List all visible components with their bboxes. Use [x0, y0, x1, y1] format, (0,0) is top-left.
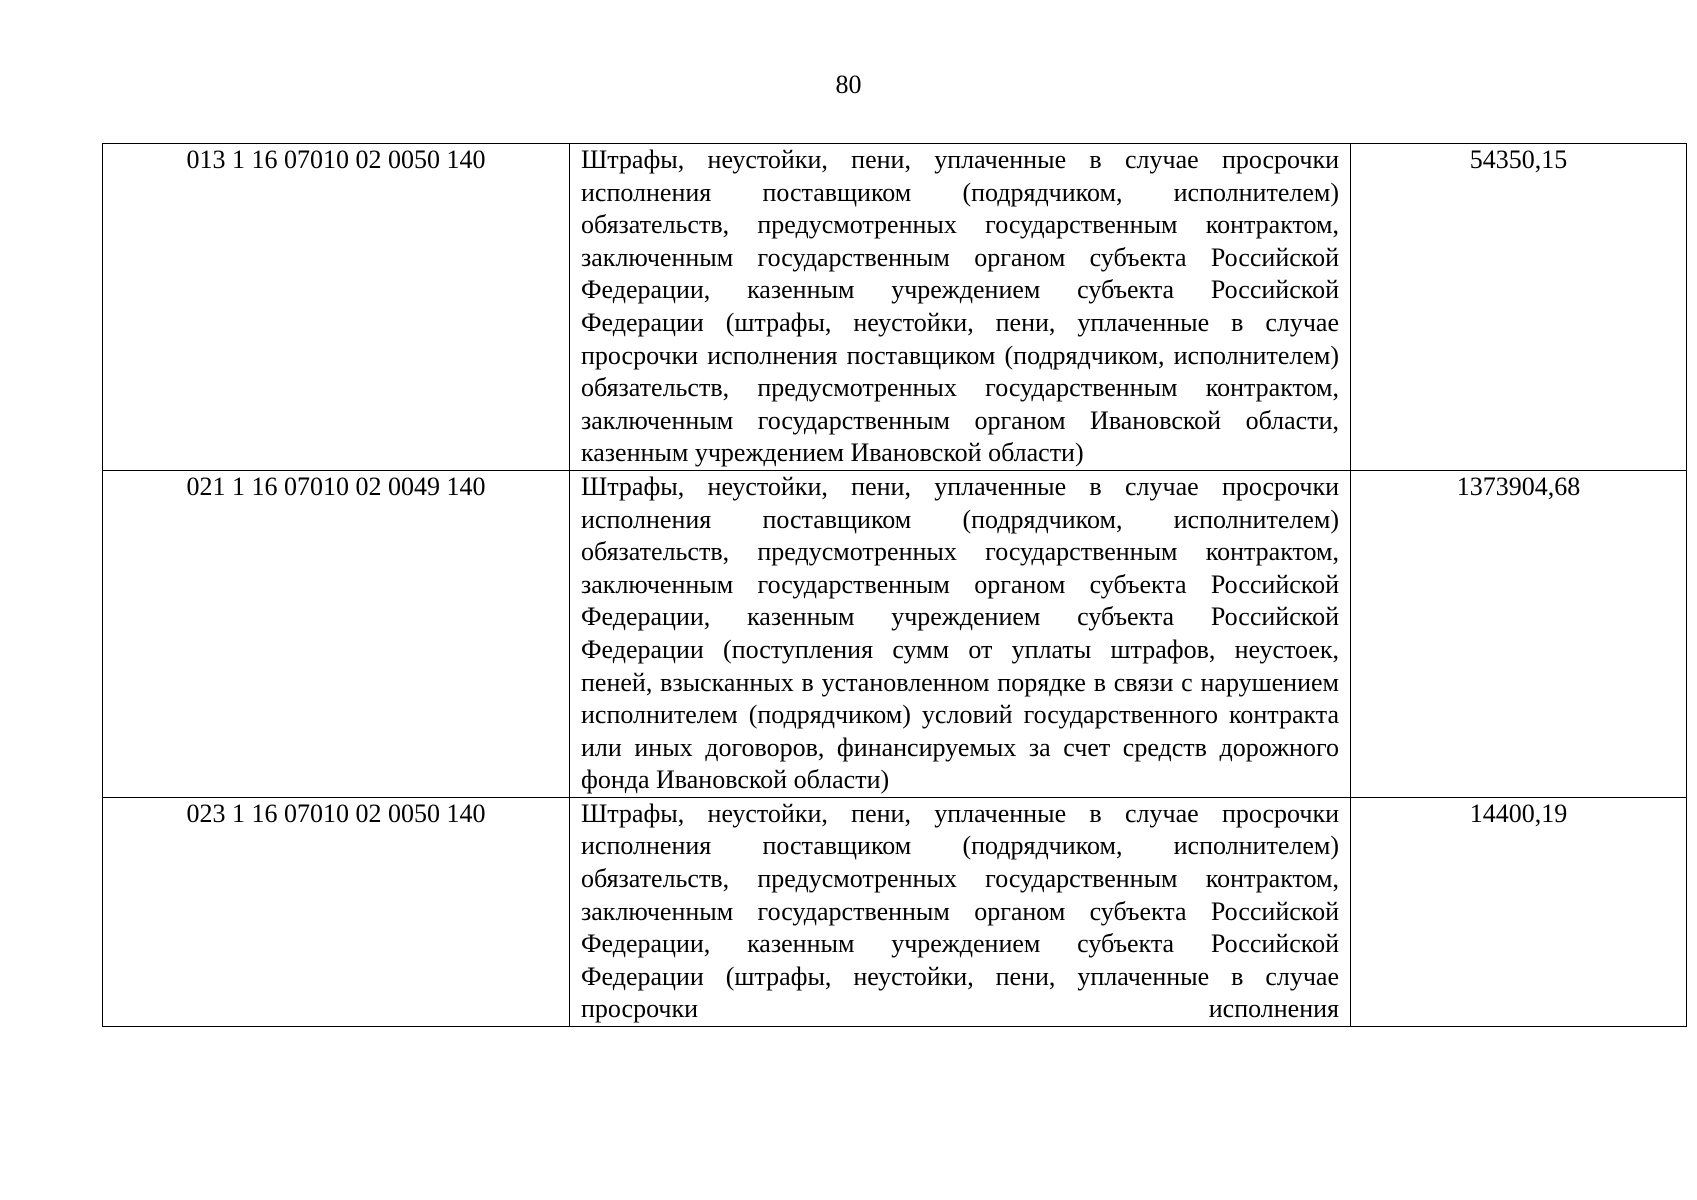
budget-revenue-table	[102, 143, 1687, 1027]
revenue-description-text: Штрафы, неустойки, пени, уплаченные в случае просрочки исполнения поставщиком (подрядчиком, исполнителем) обязательств, предусмотренных государственным контрактом, заключенным государственным органом субъекта Российской Федерации, казенным учреждением субъекта Российской Федерации (штрафы, неустойки, пени, уплаченные в случае просрочки исполнения поставщиком (подрядчиком, исполнителем) обязательств, предусмотренных государственным контрактом, заключенным государственным органом Ивановской области, казенным учреждением Ивановской области)	[581, 145, 1339, 468]
revenue-description	[570, 470, 1351, 797]
amount: 1373904,68	[1351, 470, 1687, 797]
amount: 54350,15	[1351, 144, 1687, 471]
table-row	[103, 470, 1687, 797]
table-row	[103, 144, 1687, 471]
page-number: 80	[835, 70, 862, 99]
revenue-description-text: Штрафы, неустойки, пени, уплаченные в случае просрочки исполнения поставщиком (подрядчиком, исполнителем) обязательств, предусмотренных государственным контрактом, заключенным государственным органом субъекта Российской Федерации, казенным учреждением субъекта Российской Федерации (штрафы, неустойки, пени, уплаченные в случае просрочки исполнения	[581, 798, 1339, 1024]
revenue-description	[570, 144, 1351, 471]
table-row	[103, 797, 1687, 1026]
budget-classification-code: 023 1 16 07010 02 0050 140	[103, 797, 570, 1026]
budget-classification-code: 021 1 16 07010 02 0049 140	[103, 470, 570, 797]
revenue-description	[570, 797, 1351, 1026]
budget-classification-code: 013 1 16 07010 02 0050 140	[103, 144, 570, 471]
revenue-description-text: Штрафы, неустойки, пени, уплаченные в случае просрочки исполнения поставщиком (подрядчиком, исполнителем) обязательств, предусмотренных государственным контрактом, заключенным государственным органом субъекта Российской Федерации, казенным учреждением субъекта Российской Федерации (поступления сумм от уплаты штрафов, неустоек, пеней, взысканных в установленном порядке в связи с нарушением исполнителем (подрядчиком) условий государственного контракта или иных договоров, финансируемых за счет средств дорожного фонда Ивановской области)	[581, 471, 1339, 795]
amount: 14400,19	[1351, 797, 1687, 1026]
